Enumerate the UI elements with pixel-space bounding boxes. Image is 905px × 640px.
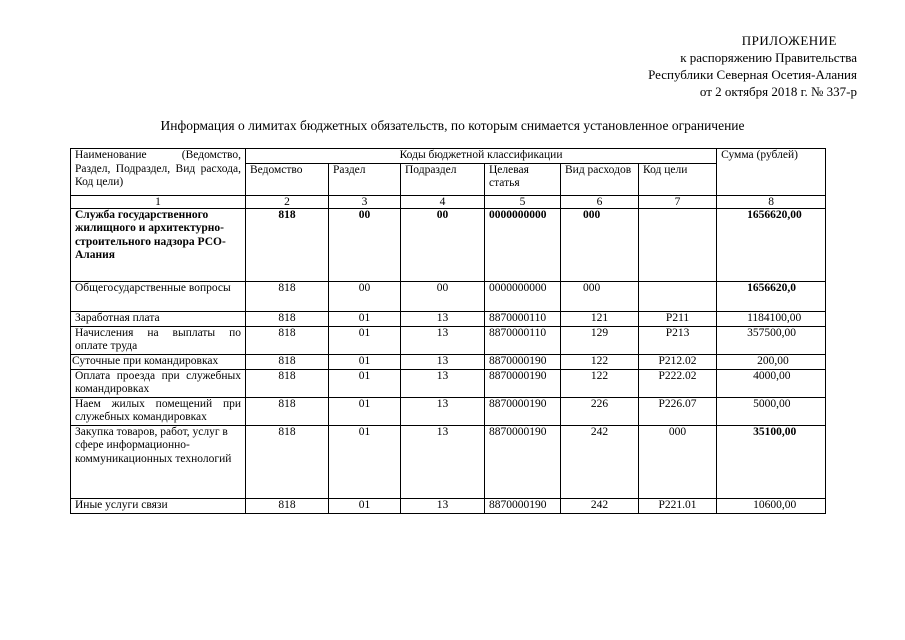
row-vedomstvo: 818 [246, 208, 329, 281]
row-kod-celi: Р222.02 [639, 369, 717, 397]
row-podrazdel: 13 [401, 326, 485, 354]
row-razdel: 00 [329, 208, 401, 281]
row-vid: 242 [561, 498, 639, 513]
row-vid: 121 [561, 311, 639, 326]
row-razdel: 01 [329, 326, 401, 354]
row-vedomstvo: 818 [246, 369, 329, 397]
row-podrazdel: 00 [401, 208, 485, 281]
row-name: Заработная плата [71, 311, 246, 326]
appendix-line-1: к распоряжению Правительства [680, 50, 857, 65]
header-podrazdel: Подраздел [401, 163, 485, 195]
row-vid: 242 [561, 425, 639, 498]
row-vid: 129 [561, 326, 639, 354]
row-podrazdel: 13 [401, 354, 485, 369]
row-vid: 000 [561, 208, 639, 281]
row-vid: 226 [561, 397, 639, 425]
row-podrazdel: 13 [401, 311, 485, 326]
table-row [71, 369, 826, 397]
row-kod-celi: Р211 [639, 311, 717, 326]
row-statya: 8870000190 [485, 369, 561, 397]
header-vid: Вид расходов [561, 163, 639, 195]
row-statya: 0000000000 [485, 208, 561, 281]
row-statya: 8870000190 [485, 397, 561, 425]
col-number: 4 [401, 195, 485, 208]
row-name: Закупка товаров, работ, услуг в сфере информационно-коммуникационных технологий [71, 425, 246, 498]
table-row [71, 397, 826, 425]
row-vedomstvo: 818 [246, 425, 329, 498]
row-vedomstvo: 818 [246, 281, 329, 311]
row-razdel: 01 [329, 498, 401, 513]
row-kod-celi: Р213 [639, 326, 717, 354]
col-number: 5 [485, 195, 561, 208]
budget-limits-table [70, 148, 826, 514]
row-statya: 8870000190 [485, 354, 561, 369]
row-razdel: 01 [329, 354, 401, 369]
row-sum: 5000,00 [717, 397, 826, 425]
row-kod-celi: Р226.07 [639, 397, 717, 425]
row-razdel: 01 [329, 311, 401, 326]
row-vid: 000 [561, 281, 639, 311]
row-kod-celi: Р221.01 [639, 498, 717, 513]
appendix-line-2: Республики Северная Осетия-Алания [648, 67, 857, 82]
row-name: Иные услуги связи [71, 498, 246, 513]
header-statya: Целевая статья [485, 163, 561, 195]
row-statya: 8870000110 [485, 326, 561, 354]
col-number: 2 [246, 195, 329, 208]
table-row [71, 498, 826, 513]
header-razdel: Раздел [329, 163, 401, 195]
row-podrazdel: 13 [401, 425, 485, 498]
header-vedomstvo: Ведомство [246, 163, 329, 195]
row-vedomstvo: 818 [246, 397, 329, 425]
document-title: Информация о лимитах бюджетных обязательств, по которым снимается установленное ограничение [160, 118, 745, 133]
row-name: Служба государственного жилищного и архитектурно-строительного надзора РСО-Алания [71, 208, 246, 281]
column-number-row [71, 195, 826, 208]
row-razdel: 01 [329, 425, 401, 498]
row-sum: 35100,00 [717, 425, 826, 498]
row-vedomstvo: 818 [246, 311, 329, 326]
header-sum: Сумма (рублей) [717, 149, 826, 196]
row-razdel: 00 [329, 281, 401, 311]
col-number: 6 [561, 195, 639, 208]
table-row [71, 311, 826, 326]
row-podrazdel: 13 [401, 369, 485, 397]
row-kod-celi: 000 [639, 425, 717, 498]
row-kod-celi [639, 208, 717, 281]
header-name: Наименование (Ведомство, Раздел, Подраздел, Вид расхода, Код цели) [71, 149, 246, 196]
row-vid: 122 [561, 354, 639, 369]
table-row [71, 354, 826, 369]
col-number: 3 [329, 195, 401, 208]
row-sum: 1656620,0 [717, 281, 826, 311]
col-number: 7 [639, 195, 717, 208]
row-name: Оплата проезда при служебных командировках [71, 369, 246, 397]
appendix-title: ПРИЛОЖЕНИЕ [741, 33, 837, 48]
row-statya: 8870000190 [485, 498, 561, 513]
row-kod-celi [639, 281, 717, 311]
row-name: Суточные при командировках [71, 354, 246, 369]
row-podrazdel: 13 [401, 397, 485, 425]
row-name: Общегосударственные вопросы [71, 281, 246, 311]
row-razdel: 01 [329, 397, 401, 425]
header-codes-group: Коды бюджетной классификации [246, 149, 717, 164]
col-number: 1 [71, 195, 246, 208]
row-podrazdel: 13 [401, 498, 485, 513]
row-name: Начисления на выплаты по оплате труда [71, 326, 246, 354]
row-statya: 8870000190 [485, 425, 561, 498]
row-statya: 8870000110 [485, 311, 561, 326]
row-sum: 1656620,00 [717, 208, 826, 281]
table-row [71, 208, 826, 281]
row-kod-celi: Р212.02 [639, 354, 717, 369]
row-sum: 357500,00 [717, 326, 826, 354]
table-header-row [71, 149, 826, 164]
row-vedomstvo: 818 [246, 498, 329, 513]
row-statya: 0000000000 [485, 281, 561, 311]
table-row [71, 281, 826, 311]
row-vedomstvo: 818 [246, 354, 329, 369]
row-vedomstvo: 818 [246, 326, 329, 354]
row-sum: 1184100,00 [717, 311, 826, 326]
row-name: Наем жилых помещений при служебных командировках [71, 397, 246, 425]
table-row [71, 425, 826, 498]
appendix-line-3: от 2 октября 2018 г. № 337-р [699, 84, 857, 99]
row-vid: 122 [561, 369, 639, 397]
table-row [71, 326, 826, 354]
row-podrazdel: 00 [401, 281, 485, 311]
row-sum: 4000,00 [717, 369, 826, 397]
row-sum: 10600,00 [717, 498, 826, 513]
header-kod-celi: Код цели [639, 163, 717, 195]
row-razdel: 01 [329, 369, 401, 397]
col-number: 8 [717, 195, 826, 208]
document-header [648, 32, 857, 100]
row-sum: 200,00 [717, 354, 826, 369]
